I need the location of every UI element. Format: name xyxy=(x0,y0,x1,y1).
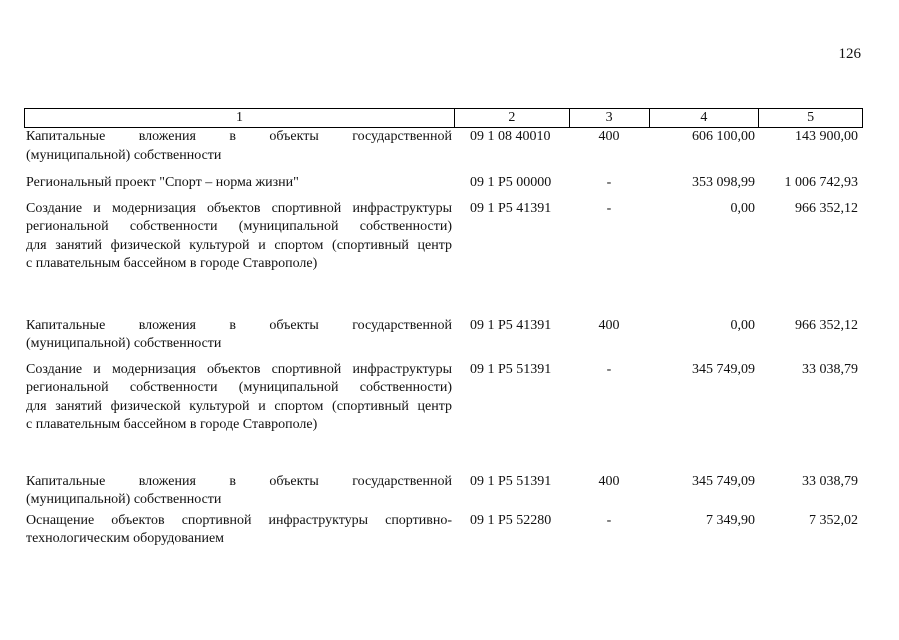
row-type: - xyxy=(606,175,612,190)
row-name-line: технологическим оборудованием xyxy=(26,531,225,546)
row-value-1: 0,00 xyxy=(730,317,755,333)
row-name-line: Региональный проект "Спорт – норма жизни" xyxy=(26,175,299,190)
row-type: - xyxy=(606,512,612,528)
row-value-1: 345 749,09 xyxy=(692,361,755,377)
row-name xyxy=(24,174,454,193)
row-type: 400 xyxy=(598,473,620,489)
row-value-1: 606 100,00 xyxy=(692,129,755,144)
budget-table xyxy=(24,108,863,549)
row-name-line: (муниципальной) собственности xyxy=(26,147,222,163)
header-col-1: 1 xyxy=(235,110,243,125)
row-name-line: с плавательным бассейном в городе Ставрополе) xyxy=(26,417,318,432)
row-name xyxy=(24,361,454,435)
table-header xyxy=(24,108,863,128)
table-row xyxy=(24,473,863,510)
row-value-1: 353 098,99 xyxy=(692,175,755,190)
table-row xyxy=(24,174,863,193)
table-row xyxy=(24,317,863,354)
row-name-line: Создание и модернизация объектов спортивной инфраструктуры xyxy=(26,361,452,377)
table-row xyxy=(24,361,863,435)
row-value-1: 345 749,09 xyxy=(692,473,755,489)
row-code: 09 1 P5 51391 xyxy=(470,361,552,377)
row-value-2: 966 352,12 xyxy=(795,317,858,333)
row-name-line: с плавательным бассейном в городе Ставрополе) xyxy=(26,256,318,271)
row-name-line: Оснащение объектов спортивной инфраструктуры спортивно- xyxy=(26,512,452,528)
table-row xyxy=(24,512,863,549)
row-code: 09 1 P5 51391 xyxy=(470,473,552,489)
row-name-line: региональной собственности (муниципальной собственности) xyxy=(26,219,452,234)
row-name-line: Капитальные вложения в объекты государственной xyxy=(26,317,452,333)
row-value-1: 7 349,90 xyxy=(706,512,755,528)
row-code: 09 1 P5 41391 xyxy=(470,317,552,333)
header-col-2: 2 xyxy=(454,109,569,127)
header-col-4: 4 xyxy=(649,109,759,127)
row-name xyxy=(24,200,454,274)
row-type: - xyxy=(606,361,612,377)
row-name-line: региональной собственности (муниципальной собственности) xyxy=(26,380,452,395)
table-row xyxy=(24,200,863,274)
row-value-2: 1 006 742,93 xyxy=(784,175,858,190)
row-code: 09 1 P5 00000 xyxy=(470,175,552,190)
header-col-3: 3 xyxy=(569,109,649,127)
row-name-line: для занятий физической культурой и спортом (спортивный центр xyxy=(26,237,452,253)
row-name-line: (муниципальной) собственности xyxy=(26,492,222,507)
row-name xyxy=(24,317,454,354)
row-type: 400 xyxy=(598,129,620,144)
table-row xyxy=(24,128,863,165)
row-value-2: 33 038,79 xyxy=(802,473,858,489)
row-type: 400 xyxy=(598,317,620,333)
row-name xyxy=(24,128,454,165)
page-number: 126 xyxy=(838,46,861,62)
row-name xyxy=(24,512,454,549)
row-value-2: 143 900,00 xyxy=(795,129,858,144)
row-name-line: Капитальные вложения в объекты государственной xyxy=(26,473,452,489)
table-body xyxy=(24,128,863,549)
row-value-2: 33 038,79 xyxy=(802,361,858,377)
row-code: 09 1 P5 41391 xyxy=(470,200,552,216)
row-name-line: Капитальные вложения в объекты государственной xyxy=(26,129,452,144)
row-value-2: 966 352,12 xyxy=(795,200,858,216)
row-value-1: 0,00 xyxy=(730,200,755,216)
row-type: - xyxy=(606,200,612,216)
header-col-5: 5 xyxy=(758,109,862,127)
row-name xyxy=(24,473,454,510)
row-code: 09 1 P5 52280 xyxy=(470,512,552,528)
row-name-line: (муниципальной) собственности xyxy=(26,336,222,351)
row-code: 09 1 08 40010 xyxy=(470,129,551,144)
row-name-line: Создание и модернизация объектов спортивной инфраструктуры xyxy=(26,200,452,216)
row-name-line: для занятий физической культурой и спортом (спортивный центр xyxy=(26,398,452,414)
row-value-2: 7 352,02 xyxy=(809,512,858,528)
